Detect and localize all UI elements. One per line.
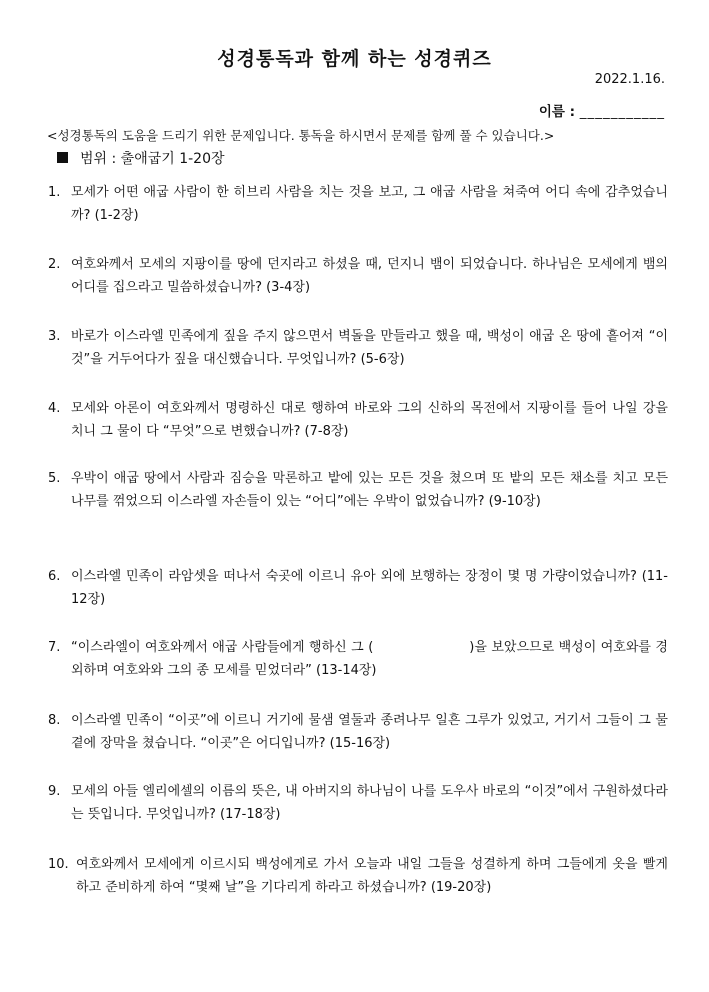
- question-number: 8.: [48, 713, 61, 728]
- question-text: 이스라엘 민족이 라암셋을 떠나서 숙곳에 이르니 유아 외에 보행하는 장정이 몇 명 가량이었습니까? (11-12장): [71, 569, 668, 607]
- range-text: 범위 : 출애굽기 1-20장: [80, 151, 225, 167]
- question-7: [48, 636, 668, 682]
- question-number: 7.: [48, 640, 61, 655]
- question-text-part-a: “이스라엘이 여호와께서 애굽 사람들에게 행하신 그 (: [71, 640, 374, 655]
- question-number: 10.: [48, 857, 69, 872]
- question-3: [48, 325, 668, 371]
- question-text: 여호와께서 모세에게 이르시되 백성에게로 가서 오늘과 내일 그들을 성결하게 하며 그들에게 옷을 빨게 하고 준비하게 하여 “몇째 날”을 기다리게 하라고 하셨습니까? (19-20장): [76, 857, 668, 895]
- question-4: [48, 397, 668, 443]
- question-number: 1.: [48, 185, 61, 200]
- question-9: [48, 780, 668, 826]
- question-text: 모세와 아론이 여호와께서 명령하신 대로 행하여 바로와 그의 신하의 목전에서 지팡이를 들어 나일 강을 치니 그 물이 다 “무엇”으로 변했습니까? (7-8장): [71, 401, 668, 439]
- name-field: [539, 100, 665, 120]
- question-number: 6.: [48, 569, 61, 584]
- question-text: 여호와께서 모세의 지팡이를 땅에 던지라고 하셨을 때, 던지니 뱀이 되었습니다. 하나님은 모세에게 뱀의 어디를 집으라고 밀씀하셨습니까? (3-4장): [71, 257, 668, 295]
- question-1: [48, 181, 668, 227]
- question-number: 2.: [48, 257, 61, 272]
- question-number: 5.: [48, 471, 61, 486]
- question-8: [48, 709, 668, 755]
- question-5: [48, 467, 668, 513]
- intro-text: <성경통독의 도움을 드리기 위한 문제입니다. 통독을 하시면서 문제를 함께 풀 수 있습니다.>: [47, 128, 555, 143]
- question-text: 모세의 아들 엘리에셀의 이름의 뜻은, 내 아버지의 하나님이 나를 도우사 바로의 “이것”에서 구원하셨다라는 뜻입니다. 무엇입니까? (17-18장): [71, 784, 668, 822]
- range-line: [57, 148, 225, 168]
- question-number: 9.: [48, 784, 61, 799]
- question-text-part-b: )을 보았으므로 백성이 여호와를 경외하며 여호와와 그의 종 모세를 믿었더라” (13-14장): [71, 640, 668, 678]
- question-text: 모세가 어떤 애굽 사람이 한 히브리 사람을 치는 것을 보고, 그 애굽 사람을 쳐죽여 어디 속에 감추었습니까? (1-2장): [71, 185, 668, 223]
- question-number: 3.: [48, 329, 61, 344]
- question-2: [48, 253, 668, 299]
- quiz-date: 2022.1.16.: [594, 72, 665, 87]
- question-text: [71, 636, 668, 682]
- question-6: [48, 565, 668, 611]
- question-text: 우박이 애굽 땅에서 사람과 짐승을 막론하고 밭에 있는 모든 것을 쳤으며 또 밭의 모든 채소를 치고 모든 나무를 꺾었으되 이스라엘 자손들이 있는 “어디”에는 우박이 없었습니까? (9-10장): [71, 471, 668, 509]
- question-number: 4.: [48, 401, 61, 416]
- question-text: 바로가 이스라엘 민족에게 짚을 주지 않으면서 벽돌을 만들라고 했을 때, 백성이 애굽 온 땅에 흩어져 “이것”을 거두어다가 짚을 대신했습니다. 무엇입니까? (5-6장): [71, 329, 668, 367]
- question-text: 이스라엘 민족이 “이곳”에 이르니 거기에 물샘 열둘과 종려나무 일흔 그루가 있었고, 거기서 그들이 그 물 곁에 장막을 쳤습니다. “이곳”은 어디입니까? (15-16장): [71, 713, 668, 751]
- black-square-icon: [57, 152, 68, 163]
- question-10: [48, 853, 668, 899]
- name-label: 이름 :: [538, 104, 576, 120]
- name-blank: ___________: [579, 104, 665, 120]
- quiz-title: 성경통독과 함께 하는 성경퀴즈: [217, 48, 492, 70]
